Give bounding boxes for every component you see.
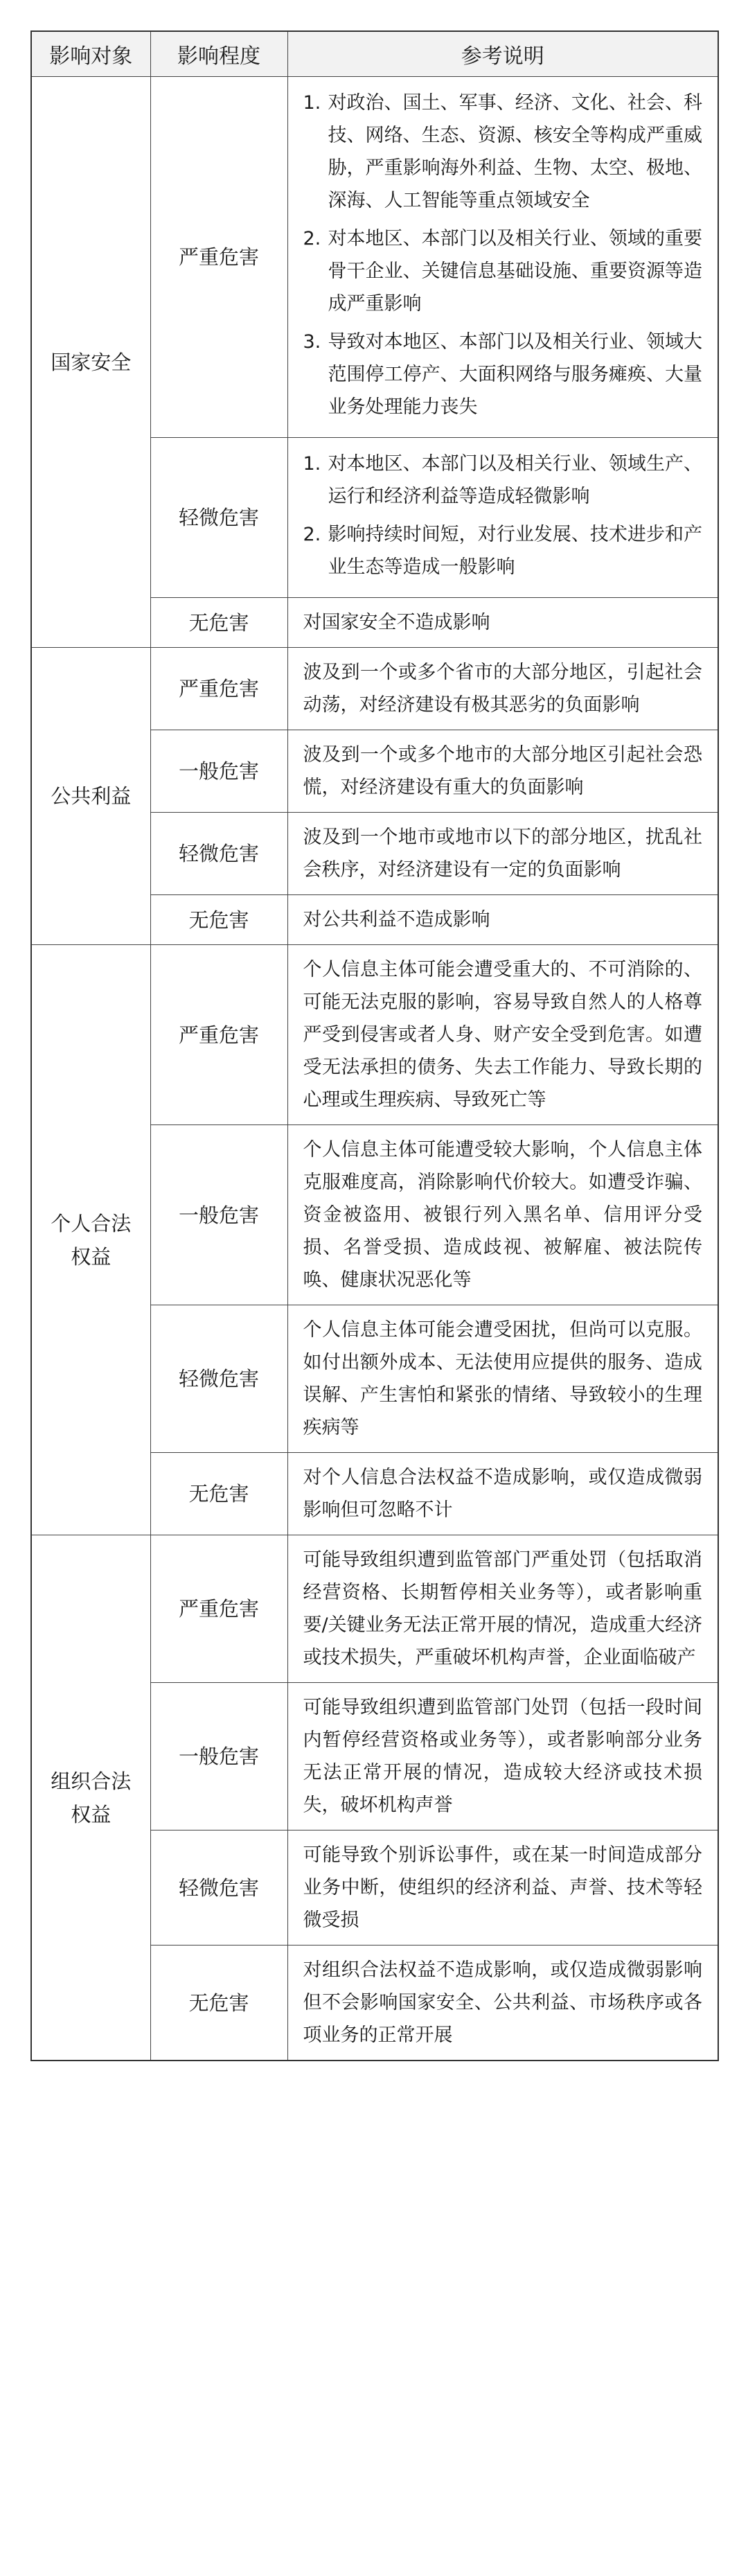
item-number: 3.: [303, 331, 321, 353]
item-text: 对本地区、本部门以及相关行业、领域生产、运行和经济利益等造成轻微影响: [328, 453, 702, 507]
impact-object-public-interest: 公共利益: [31, 648, 150, 945]
impact-degree: 一般危害: [150, 1683, 287, 1830]
reference-description: 个人信息主体可能遭受较大影响，个人信息主体克服难度高，消除影响代价较大。如遭受诈骗、资金被盗用、被银行列入黑名单、信用评分受损、名誉受损、造成歧视、被解雇、被法院传唤、健康状况恶化等: [287, 1125, 718, 1305]
impact-object-line: 组织合法: [51, 1769, 132, 1793]
table-row: [31, 648, 718, 730]
impact-object-line: 权益: [71, 1802, 112, 1826]
impact-classification-table: [30, 30, 719, 2061]
impact-degree: 轻微危害: [150, 1305, 287, 1453]
table-row: [31, 1535, 718, 1683]
reference-description: 对组织合法权益不造成影响，或仅造成微弱影响但不会影响国家安全、公共利益、市场秩序或各项业务的正常开展: [287, 1946, 718, 2061]
reference-description: 波及到一个地市或地市以下的部分地区，扰乱社会秩序，对经济建设有一定的负面影响: [287, 813, 718, 895]
impact-degree: 一般危害: [150, 1125, 287, 1305]
reference-description: 个人信息主体可能会遭受困扰，但尚可以克服。如付出额外成本、无法使用应提供的服务、造成误解、产生害怕和紧张的情绪、导致较小的生理疾病等: [287, 1305, 718, 1453]
impact-degree: 一般危害: [150, 730, 287, 813]
impact-degree: 轻微危害: [150, 438, 287, 598]
reference-description: [287, 77, 718, 438]
reference-description: 对个人信息合法权益不造成影响，或仅造成微弱影响但可忽略不计: [287, 1453, 718, 1535]
impact-degree: 无危害: [150, 598, 287, 648]
impact-degree: 轻微危害: [150, 1830, 287, 1946]
impact-object-personal-rights: [31, 945, 150, 1535]
header-impact-object: 影响对象: [31, 31, 150, 77]
reference-description: 对国家安全不造成影响: [287, 598, 718, 648]
reference-description: 对公共利益不造成影响: [287, 895, 718, 945]
impact-object-line: 权益: [71, 1244, 112, 1269]
table-row: [31, 945, 718, 1125]
impact-object-national-security: 国家安全: [31, 77, 150, 648]
impact-degree: 严重危害: [150, 945, 287, 1125]
impact-degree: 严重危害: [150, 1535, 287, 1683]
item-number: 2.: [303, 228, 321, 249]
reference-description: [287, 438, 718, 598]
impact-degree: 无危害: [150, 1946, 287, 2061]
list-item: [303, 87, 703, 217]
item-text: 对本地区、本部门以及相关行业、领域的重要骨干企业、关键信息基础设施、重要资源等造成严重影响: [328, 228, 702, 315]
table-row: [31, 77, 718, 438]
reference-description: 波及到一个或多个省市的大部分地区，引起社会动荡，对经济建设有极其恶劣的负面影响: [287, 648, 718, 730]
item-number: 1.: [303, 453, 321, 475]
impact-degree: 无危害: [150, 895, 287, 945]
list-item: [303, 448, 703, 513]
item-number: 2.: [303, 524, 321, 545]
impact-degree: 轻微危害: [150, 813, 287, 895]
reference-description: 可能导致组织遭到监管部门严重处罚（包括取消经营资格、长期暂停相关业务等），或者影响重要/关键业务无法正常开展的情况，造成重大经济或技术损失，严重破坏机构声誉，企业面临破产: [287, 1535, 718, 1683]
item-number: 1.: [303, 92, 321, 114]
item-text: 对政治、国土、军事、经济、文化、社会、科技、网络、生态、资源、核安全等构成严重威胁，严重影响海外利益、生物、太空、极地、深海、人工智能等重点领域安全: [328, 92, 702, 211]
header-reference-description: 参考说明: [287, 31, 718, 77]
list-item: [303, 326, 703, 423]
impact-object-line: 个人合法: [51, 1211, 132, 1235]
impact-degree: 严重危害: [150, 77, 287, 438]
reference-description: 可能导致组织遭到监管部门处罚（包括一段时间内暂停经营资格或业务等），或者影响部分业务无法正常开展的情况，造成较大经济或技术损失，破坏机构声誉: [287, 1683, 718, 1830]
header-impact-degree: 影响程度: [150, 31, 287, 77]
impact-object-organization-rights: [31, 1535, 150, 2061]
header-row: [31, 31, 718, 77]
item-text: 导致对本地区、本部门以及相关行业、领域大范围停工停产、大面积网络与服务瘫痪、大量业务处理能力丧失: [328, 331, 702, 418]
reference-description: 波及到一个或多个地市的大部分地区引起社会恐慌，对经济建设有重大的负面影响: [287, 730, 718, 813]
impact-degree: 严重危害: [150, 648, 287, 730]
reference-description: 可能导致个别诉讼事件，或在某一时间造成部分业务中断，使组织的经济利益、声誉、技术等轻微受损: [287, 1830, 718, 1946]
reference-description: 个人信息主体可能会遭受重大的、不可消除的、可能无法克服的影响，容易导致自然人的人格尊严受到侵害或者人身、财产安全受到危害。如遭受无法承担的债务、失去工作能力、导致长期的心理或生理疾病、导致死亡等: [287, 945, 718, 1125]
impact-degree: 无危害: [150, 1453, 287, 1535]
list-item: [303, 518, 703, 583]
list-item: [303, 222, 703, 320]
item-text: 影响持续时间短，对行业发展、技术进步和产业生态等造成一般影响: [328, 524, 702, 578]
